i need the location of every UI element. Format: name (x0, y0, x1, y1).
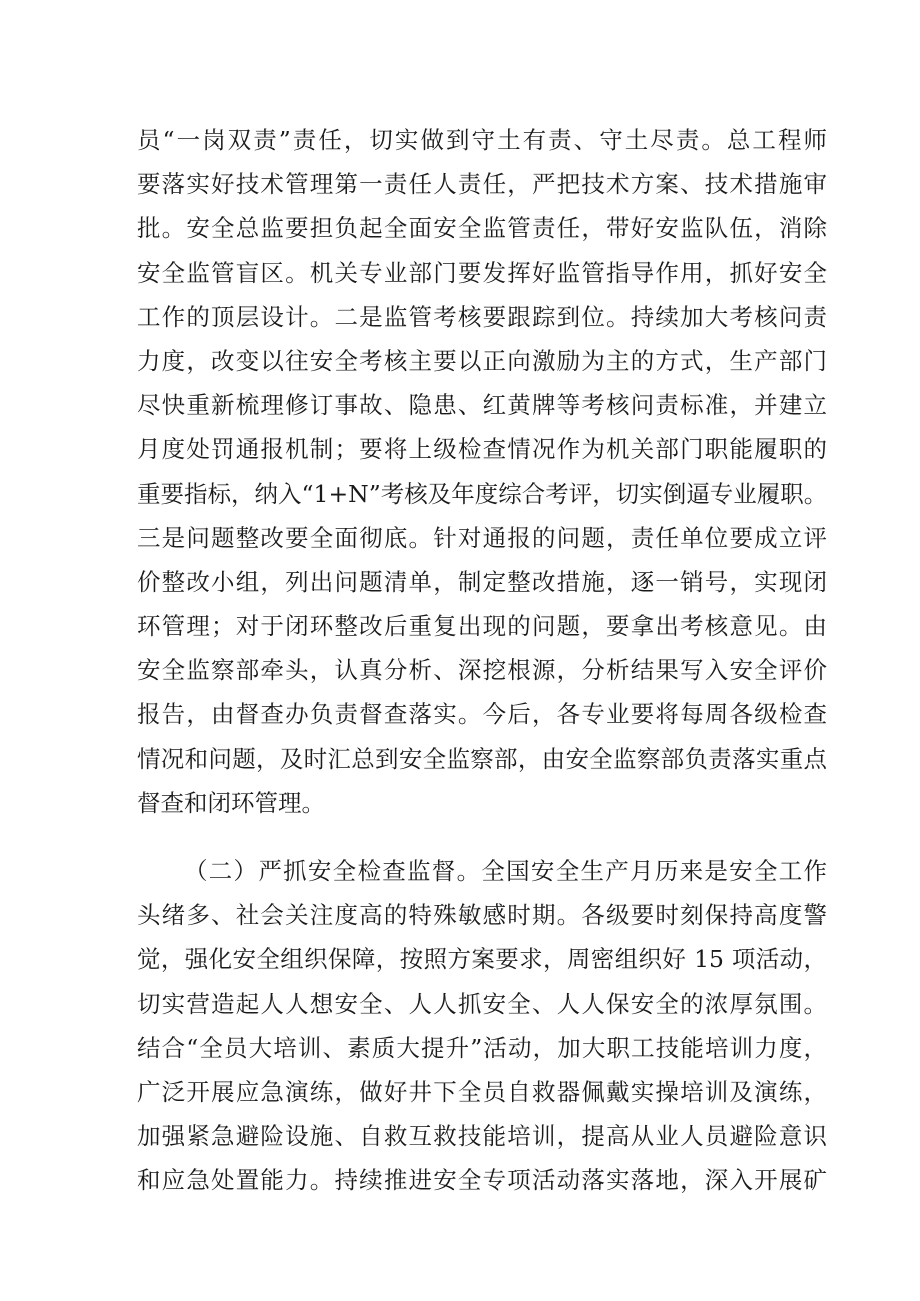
text-line: 安全监察部牵头，认真分析、深挖根源，分析结果写入安全评价 (137, 656, 827, 685)
document-body (137, 118, 827, 1203)
text-line: 要落实好技术管理第一责任人责任，严把技术方案、技术措施审 (137, 170, 827, 199)
text-line: 安全监管盲区。机关专业部门要发挥好监管指导作用，抓好安全 (137, 258, 827, 287)
text-line: 工作的顶层设计。二是监管考核要跟踪到位。持续加大考核问责 (137, 302, 827, 331)
text-line: 三是问题整改要全面彻底。针对通报的问题，责任单位要成立评 (137, 523, 827, 552)
text-line: 结合“全员大培训、素质大提升”活动，加大职工技能培训力度， (137, 1033, 827, 1062)
paragraph-gap (137, 825, 827, 849)
text-line: 和应急处置能力。持续推进安全专项活动落实落地，深入开展矿 (137, 1166, 827, 1195)
text-line: 加强紧急避险设施、自救互救技能培训，提高从业人员避险意识 (137, 1122, 827, 1151)
text-line: （二）严抓安全检查监督。全国安全生产月历来是安全工作 (184, 857, 827, 885)
text-line: 情况和问题，及时汇总到安全监察部，由安全监察部负责落实重点 (137, 744, 827, 773)
text-line: 重要指标，纳入“1+N”考核及年度综合考评，切实倒逼专业履职。 (137, 479, 827, 508)
text-line: 批。安全总监要担负起全面安全监管责任，带好安监队伍，消除 (137, 214, 827, 243)
text-line: 头绪多、社会关注度高的特殊敏感时期。各级要时刻保持高度警 (137, 901, 827, 930)
text-line: 报告，由督查办负责督查落实。今后，各专业要将每周各级检查 (137, 700, 827, 729)
text-line: 价整改小组，列出问题清单，制定整改措施，逐一销号，实现闭 (137, 567, 827, 596)
text-line: 觉，强化安全组织保障，按照方案要求，周密组织好 15 项活动， (137, 945, 827, 974)
text-line: 员“一岗双责”责任，切实做到守土有责、守土尽责。总工程师 (137, 126, 827, 154)
text-line: 广泛开展应急演练，做好井下全员自救器佩戴实操培训及演练， (137, 1077, 827, 1106)
text-line: 切实营造起人人想安全、人人抓安全、人人保安全的浓厚氛围。 (137, 989, 827, 1018)
text-line: 力度，改变以往安全考核主要以正向激励为主的方式，生产部门 (137, 346, 827, 375)
text-line: 环管理；对于闭环整改后重复出现的问题，要拿出考核意见。由 (137, 612, 827, 641)
text-line: 月度处罚通报机制；要将上级检查情况作为机关部门职能履职的 (137, 435, 827, 464)
text-line: 尽快重新梳理修订事故、隐患、红黄牌等考核问责标准，并建立 (137, 391, 827, 420)
text-line: 督查和闭环管理。 (137, 788, 325, 817)
